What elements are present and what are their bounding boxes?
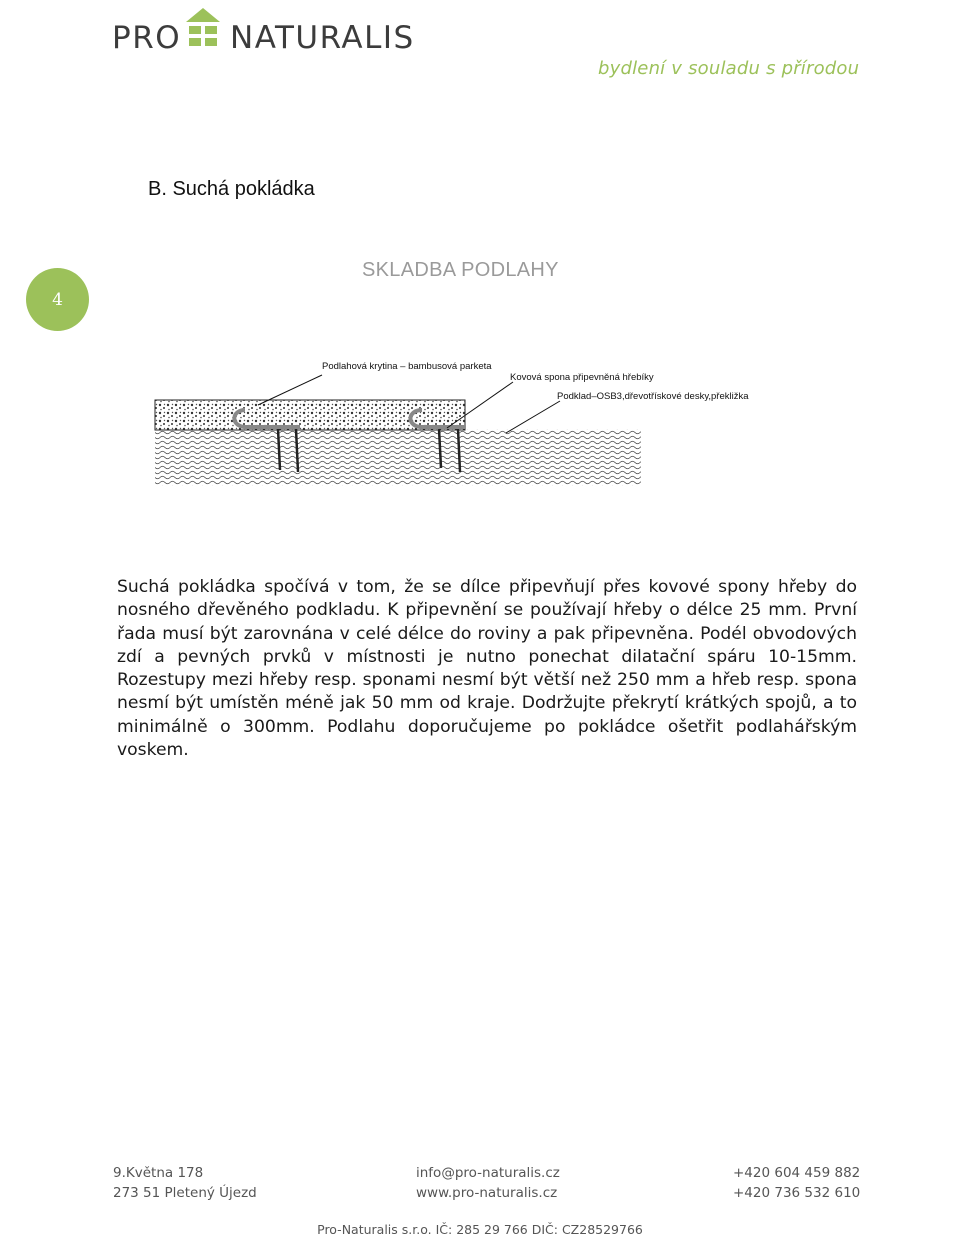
tagline: bydlení v souladu s přírodou xyxy=(598,58,860,79)
base-layer-osb xyxy=(155,429,641,486)
house-logo-icon xyxy=(174,6,232,52)
floor-layer-diagram xyxy=(150,355,749,495)
footer-email-link[interactable]: info@pro-naturalis.cz xyxy=(416,1165,560,1181)
label-metal-clip: Kovová spona připevněná hřebíky xyxy=(510,372,654,383)
page-number-badge: 4 xyxy=(26,268,89,331)
footer-address-city: 273 51 Pletený Újezd xyxy=(113,1185,257,1201)
footer-address-street: 9.Května 178 xyxy=(113,1165,204,1181)
footer-web-link[interactable]: www.pro-naturalis.cz xyxy=(416,1185,558,1201)
footer-phone-1: +420 604 459 882 xyxy=(733,1165,861,1181)
footer-legal-info: Pro-Naturalis s.r.o. IČ: 285 29 766 DIČ: CZ28529766 xyxy=(317,1222,643,1237)
footer-phone-2: +420 736 532 610 xyxy=(733,1185,861,1201)
section-heading: B. Suchá pokládka xyxy=(148,178,315,200)
instructions-paragraph: Suchá pokládka spočívá v tom, že se dílce připevňují přes kovové spony hřeby do nosného dřevěného podkladu. K připevnění se používají hřeby o délce 25 mm. První řada musí být zarovnána v celé délce do roviny a pak připevněna. Podél obvodových zdí a pevných prvků v místnosti je nutno ponechat dilatační spáru 10-15mm. Rozestupy mezi hřeby resp. sponami nesmí být větší než 250 mm a hřeb resp. spona nesmí být umístěn méně jak 50 mm od kraje. Dodržujte překrytí krátkých spojů, a to minimálně o 300mm. Podlahu doporučujeme po pokládce ošetřit podlahářským voskem. xyxy=(117,577,857,761)
company-logo xyxy=(112,6,415,58)
label-floor-covering: Podlahová krytina – bambusová parketa xyxy=(322,361,492,372)
logo-text-pro: PRO xyxy=(112,20,182,56)
diagram-title: SKLADBA PODLAHY xyxy=(362,259,559,281)
logo-text-naturalis: NATURALIS xyxy=(230,20,415,56)
label-base-layer: Podklad–OSB3,dřevotřískové desky,překližka xyxy=(557,391,749,402)
